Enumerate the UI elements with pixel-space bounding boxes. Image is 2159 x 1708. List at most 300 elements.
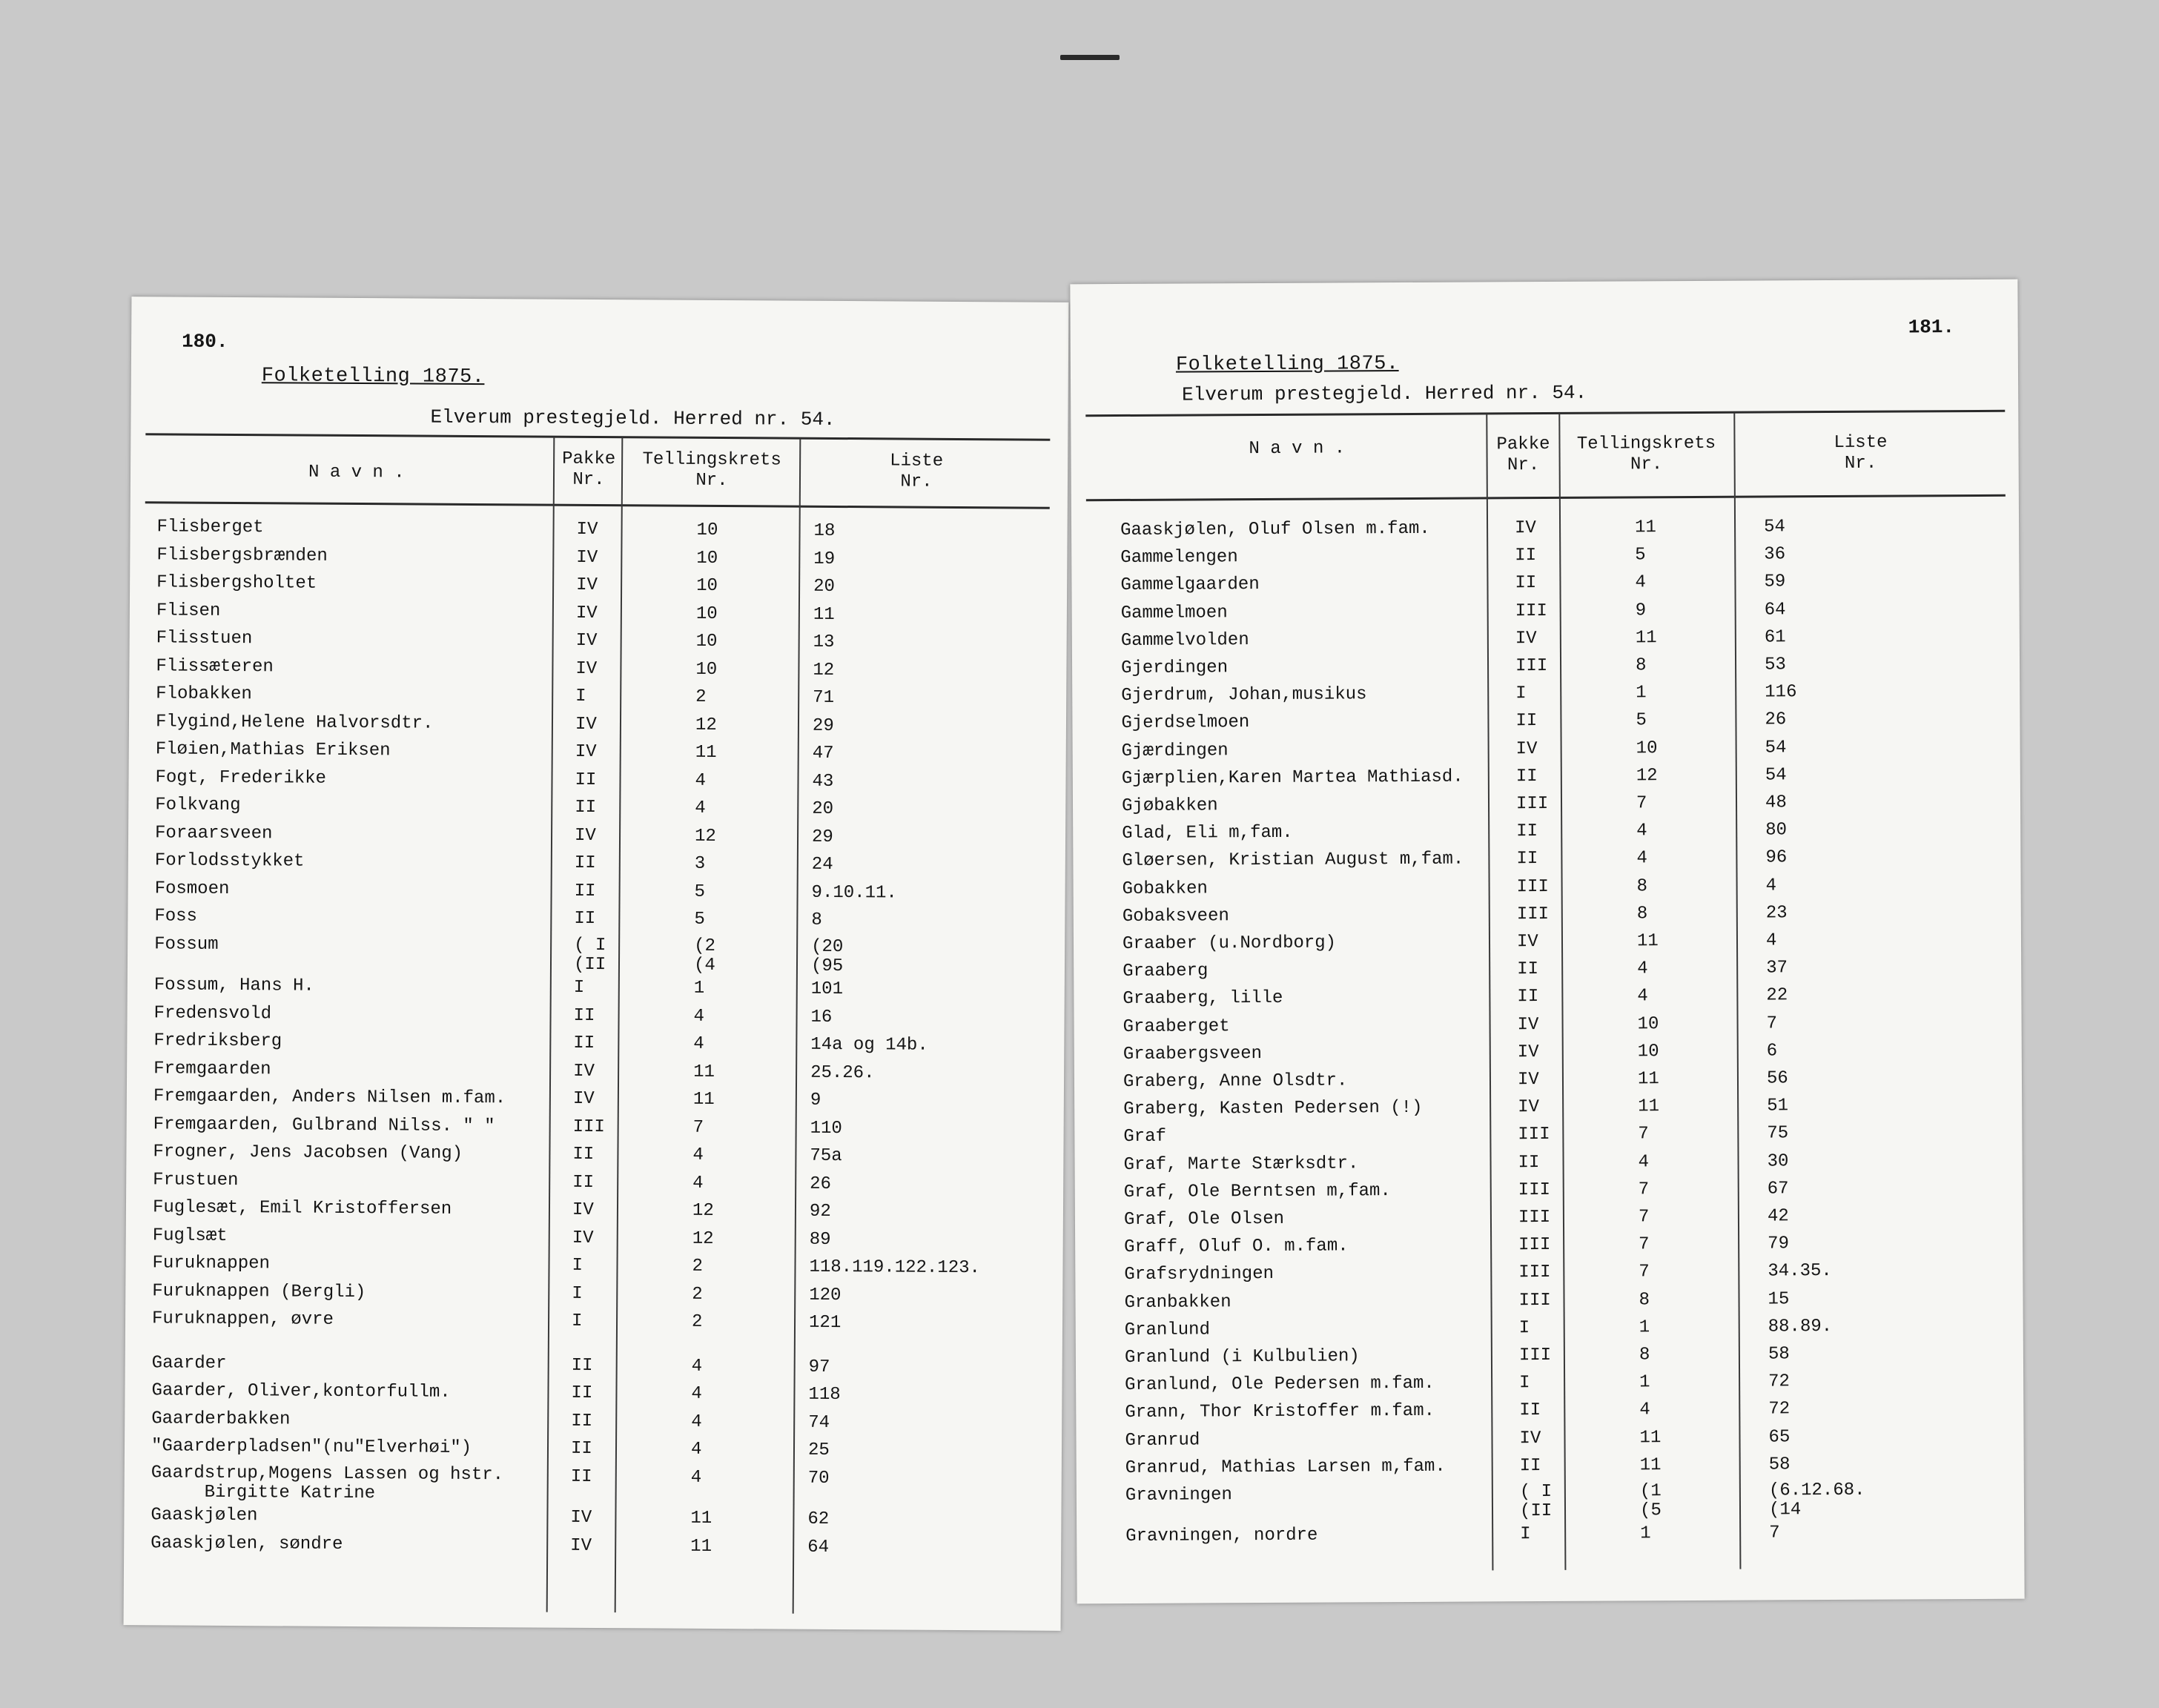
table-row	[125, 1308, 1062, 1341]
left-header-top-rule	[145, 433, 1050, 440]
cell-pakke: IV	[576, 575, 598, 596]
cell-liste: 22	[1766, 985, 1788, 1006]
cell-krets: 7	[1636, 793, 1647, 814]
cell-krets: 4	[690, 1467, 702, 1488]
cell-navn: Glad, Eli m,fam.	[1122, 822, 1293, 844]
table-row	[1077, 1521, 2024, 1554]
table-row	[1072, 625, 2020, 658]
cell-liste: 19	[813, 549, 836, 569]
cell-liste: 75	[1767, 1123, 1789, 1144]
cell-liste: 12	[813, 660, 835, 681]
table-row	[1071, 570, 2019, 603]
cell-navn: Folkvang	[155, 795, 241, 816]
cell-krets: 10	[1637, 1042, 1659, 1062]
right-table-body	[1071, 515, 2019, 1547]
cell-krets: 2	[695, 686, 707, 707]
left-page-subtitle: Elverum prestegjeld. Herred nr. 54.	[430, 406, 836, 431]
cell-liste: 59	[1764, 572, 1786, 592]
cell-navn: Gjerdingen	[1120, 658, 1229, 679]
left-page-title: Folketelling 1875.	[261, 365, 485, 389]
right-header-navn: N a v n .	[1249, 438, 1346, 460]
cell-pakke: IV	[1517, 1042, 1539, 1063]
cell-pakke: II	[1515, 711, 1538, 732]
cell-pakke: IV	[576, 519, 598, 540]
cell-krets: 12	[1636, 766, 1658, 787]
cell-liste: 4	[1765, 930, 1777, 951]
cell-liste: 89	[809, 1229, 831, 1250]
table-row	[1074, 984, 2021, 1016]
cell-pakke: I	[572, 1255, 583, 1276]
cell-krets: 5	[1636, 710, 1647, 731]
cell-pakke: IV	[572, 1228, 594, 1248]
cell-pakke: IV	[575, 658, 598, 679]
cell-krets: 11	[1638, 1096, 1660, 1117]
cell-liste: 121	[808, 1312, 842, 1334]
cell-pakke: IV	[575, 741, 597, 762]
cell-krets: 4	[690, 1439, 702, 1460]
cell-liste: 26	[1765, 709, 1787, 730]
cell-liste: 8	[811, 910, 822, 930]
cell-pakke: II	[571, 1383, 593, 1403]
cell-navn: Fossum	[154, 933, 219, 955]
cell-liste: 118.119.122.123.	[809, 1257, 981, 1279]
cell-navn: Fuglsæt	[152, 1225, 228, 1246]
cell-krets: 3	[694, 853, 706, 874]
cell-navn: Graaberget	[1123, 1016, 1230, 1037]
cell-pakke: II	[574, 908, 596, 929]
cell-navn: Gaaskjølen, Oluf Olsen m.fam.	[1120, 518, 1430, 541]
left-page-number: 180.	[182, 330, 228, 353]
cell-pakke: II	[1515, 766, 1538, 787]
table-row	[128, 933, 1065, 976]
cell-krets: 7	[1638, 1207, 1650, 1228]
table-row	[1072, 653, 2020, 686]
cell-navn: Graaberg, lille	[1123, 988, 1283, 1010]
right-header-liste: Liste Nr.	[1834, 432, 1888, 474]
cell-pakke: II	[575, 797, 597, 818]
cell-krets: 7	[1639, 1234, 1650, 1255]
cell-pakke: III	[1518, 1125, 1550, 1145]
cell-pakke: IV	[575, 714, 597, 735]
table-row	[1074, 1039, 2022, 1071]
table-row	[1074, 1011, 2022, 1044]
cell-navn: Graf, Ole Berntsen m,fam.	[1123, 1180, 1391, 1202]
cell-navn: Graf	[1123, 1127, 1167, 1148]
cell-krets: (2 (4	[693, 936, 716, 976]
cell-navn: Graabergsveen	[1123, 1043, 1263, 1065]
cell-navn: Fremgaarden	[153, 1058, 271, 1079]
table-row	[1074, 956, 2021, 989]
cell-liste: 20	[813, 576, 836, 597]
table-row	[1075, 1260, 2023, 1292]
cell-navn: Granlund (i Kulbulien)	[1124, 1346, 1360, 1368]
cell-liste: 37	[1766, 958, 1788, 979]
left-header-liste: Liste Nr.	[890, 451, 944, 492]
cell-pakke: I	[1518, 1317, 1530, 1339]
cell-liste: 120	[809, 1285, 842, 1305]
right-header-bottom-rule	[1086, 494, 2006, 501]
cell-navn: Flisen	[156, 600, 221, 621]
table-row	[1074, 1067, 2022, 1099]
cell-navn: Grann, Thor Kristoffer m.fam.	[1125, 1401, 1435, 1423]
cell-liste: 70	[807, 1468, 830, 1489]
cell-krets: 4	[1635, 572, 1646, 593]
table-row	[1074, 901, 2021, 933]
cell-liste: 64	[1764, 599, 1786, 620]
cell-navn: Gjærplien,Karen Martea Mathiasd.	[1121, 767, 1464, 789]
cell-navn: Gaarder, Oliver,kontorfullm.	[151, 1380, 451, 1403]
cell-pakke: III	[1518, 1290, 1551, 1311]
cell-pakke: III	[1518, 1207, 1551, 1228]
cell-navn: Flisstuen	[156, 628, 253, 649]
cell-liste: 56	[1766, 1068, 1788, 1089]
cell-navn: Fredensvold	[153, 1002, 272, 1024]
cell-liste: 74	[808, 1412, 830, 1433]
cell-navn: Graberg, Kasten Pedersen (!)	[1123, 1098, 1423, 1120]
table-row	[1071, 515, 2019, 548]
cell-pakke: IV	[576, 547, 598, 568]
cell-liste: 101	[810, 979, 844, 1000]
cell-pakke: I	[573, 977, 585, 998]
cell-pakke: III	[1515, 655, 1548, 677]
cell-navn: Foraarsveen	[154, 822, 273, 844]
cell-krets: (1 (5	[1639, 1481, 1662, 1521]
cell-liste: 24	[811, 854, 833, 875]
cell-krets: 10	[695, 631, 718, 652]
cell-pakke: IV	[1515, 738, 1538, 759]
cell-navn: Graff, Oluf O. m.fam.	[1124, 1236, 1349, 1258]
table-row	[1073, 791, 2020, 824]
cell-pakke: I	[1515, 683, 1527, 704]
cell-liste: 96	[1765, 847, 1788, 868]
cell-pakke: IV	[1519, 1428, 1541, 1449]
cell-navn: Fredriksberg	[153, 1030, 282, 1052]
cell-krets: 4	[695, 770, 707, 791]
table-row	[124, 1532, 1061, 1566]
table-row	[1077, 1452, 2024, 1485]
cell-liste: 51	[1767, 1096, 1789, 1116]
cell-krets: 8	[1639, 1289, 1650, 1310]
cell-krets: 8	[1635, 655, 1647, 676]
cell-krets: 12	[695, 715, 717, 735]
cell-krets: 12	[692, 1228, 714, 1249]
cell-pakke: III	[1515, 793, 1549, 815]
table-row	[1076, 1425, 2023, 1457]
cell-pakke: II	[1519, 1455, 1541, 1477]
cell-liste: (20 (95	[810, 936, 844, 976]
table-row	[1074, 1149, 2022, 1182]
cell-pakke: II	[1517, 959, 1539, 980]
cell-liste: 75a	[810, 1145, 842, 1167]
cell-pakke: IV	[1516, 932, 1538, 953]
cell-navn: Graberg, Anne Olsdtr.	[1123, 1070, 1348, 1092]
cell-krets: 2	[691, 1311, 703, 1332]
cell-krets: 10	[695, 603, 718, 624]
cell-pakke: III	[1516, 876, 1549, 897]
cell-pakke: IV	[1517, 1014, 1539, 1035]
cell-pakke: III	[1518, 1262, 1551, 1283]
cell-krets: 11	[1637, 1069, 1659, 1090]
left-header-krets: Tellingskrets Nr.	[642, 449, 781, 491]
cell-liste: 42	[1767, 1206, 1789, 1227]
table-row	[1077, 1480, 2024, 1522]
table-row	[1071, 543, 2019, 575]
cell-krets: 1	[1639, 1317, 1650, 1338]
cell-krets: 11	[1635, 517, 1656, 538]
cell-pakke: IV	[1517, 1070, 1539, 1090]
cell-krets: 5	[694, 881, 706, 902]
cell-krets: 11	[1639, 1427, 1662, 1448]
table-row	[125, 1462, 1062, 1503]
cell-liste: 62	[807, 1509, 830, 1529]
cell-krets: 11	[1636, 931, 1659, 952]
cell-pakke: II	[1515, 573, 1537, 594]
cell-pakke: I	[1519, 1373, 1530, 1394]
cell-pakke: II	[1518, 1152, 1540, 1173]
right-page-number: 181.	[1908, 316, 1955, 339]
cell-navn: Flygind,Helene Halvorsdtr.	[155, 711, 434, 734]
cell-pakke: II	[573, 1033, 595, 1053]
cell-navn: Granlund, Ole Pedersen m.fam.	[1125, 1373, 1435, 1396]
table-row	[1072, 708, 2020, 741]
cell-navn: Flobakken	[156, 683, 252, 705]
cell-liste: (6.12.68. (14	[1768, 1480, 1865, 1520]
cell-liste: 116	[1765, 682, 1797, 703]
table-row	[1076, 1343, 2023, 1375]
cell-liste: 25.26.	[810, 1062, 875, 1083]
cell-liste: 61	[1764, 627, 1786, 648]
cell-liste: 48	[1765, 792, 1787, 813]
cell-liste: 54	[1765, 765, 1787, 786]
cell-pakke: IV	[570, 1507, 592, 1528]
cell-krets: 7	[1639, 1262, 1650, 1282]
cell-krets: 11	[693, 1062, 715, 1082]
cell-krets: 12	[694, 826, 716, 847]
cell-navn: Fogt, Frederikke	[155, 767, 327, 789]
cell-navn: Gaaskjølen	[151, 1505, 258, 1526]
cell-liste: 53	[1764, 655, 1786, 675]
table-row	[1074, 1122, 2022, 1154]
cell-krets: 4	[1639, 1400, 1650, 1420]
cell-krets: 10	[1637, 1013, 1659, 1034]
left-header-pakke: Pakke Nr.	[562, 448, 616, 491]
cell-krets: 4	[691, 1411, 702, 1432]
cell-liste: 25	[807, 1440, 830, 1460]
cell-navn: Fremgaarden, Anders Nilsen m.fam.	[153, 1086, 506, 1109]
cell-navn: Gjerdselmoen	[1121, 712, 1250, 734]
cell-liste: 34.35.	[1768, 1261, 1832, 1282]
cell-pakke: IV	[1515, 628, 1537, 649]
cell-krets: 1	[1639, 1372, 1650, 1393]
cell-liste: 14a og 14b.	[810, 1034, 928, 1056]
cell-krets: 11	[695, 742, 717, 763]
cell-liste: 15	[1768, 1288, 1790, 1310]
cell-navn: Gaardstrup,Mogens Lassen og hstr. Birgitte Katrine	[151, 1462, 504, 1503]
cell-pakke: II	[572, 1144, 595, 1165]
cell-navn: Gammelmoen	[1120, 602, 1228, 623]
cell-liste: 88.89.	[1768, 1316, 1833, 1337]
cell-krets: 5	[694, 909, 705, 930]
table-row	[1074, 1094, 2022, 1127]
cell-pakke: III	[1518, 1235, 1551, 1256]
left-header-navn: N a v n .	[308, 462, 405, 483]
cell-navn: Gaarder	[151, 1352, 227, 1374]
cell-pakke: II	[573, 1005, 595, 1026]
cell-krets: 5	[1635, 545, 1646, 566]
table-row	[1074, 873, 2021, 906]
table-row	[1075, 1205, 2023, 1237]
cell-liste: 72	[1768, 1399, 1791, 1420]
cell-navn: Flissæteren	[156, 655, 274, 677]
cell-liste: 80	[1765, 820, 1788, 841]
right-page-title: Folketelling 1875.	[1175, 353, 1399, 377]
cell-liste: 67	[1767, 1179, 1789, 1199]
cell-navn: Granrud	[1125, 1430, 1200, 1451]
cell-pakke: II	[1519, 1400, 1541, 1421]
cell-navn: Granbakken	[1124, 1291, 1231, 1313]
cell-navn: Flisberget	[156, 517, 264, 538]
cell-krets: 10	[696, 575, 718, 596]
table-row	[1074, 929, 2021, 961]
cell-krets: 7	[1638, 1179, 1650, 1200]
cell-navn: Granrud, Mathias Larsen m,fam.	[1125, 1456, 1446, 1478]
cell-pakke: IV	[575, 630, 598, 652]
cell-navn: "Gaarderpladsen"(nu"Elverhøi")	[151, 1436, 472, 1458]
cell-liste: 58	[1768, 1344, 1790, 1365]
cell-navn: Gammelvolden	[1120, 629, 1249, 651]
cell-krets: 10	[696, 520, 718, 540]
table-row	[1075, 1232, 2023, 1265]
cell-navn: Graaberg	[1123, 961, 1209, 982]
cell-navn: Furuknappen (Bergli)	[152, 1280, 366, 1302]
cell-navn: Flisbergsholtet	[156, 572, 317, 594]
cell-navn: Fuglesæt, Emil Kristoffersen	[152, 1197, 452, 1219]
cell-navn: Fremgaarden, Gulbrand Nilss. " "	[153, 1113, 495, 1136]
cell-liste: 23	[1765, 903, 1788, 924]
table-row	[1073, 846, 2020, 878]
cell-krets: 8	[1636, 904, 1648, 924]
cell-liste: 43	[812, 771, 834, 792]
cell-pakke: II	[1515, 546, 1537, 566]
cell-navn: Gobakken	[1122, 878, 1208, 899]
cell-krets: 4	[691, 1356, 703, 1377]
cell-krets: 1	[693, 978, 705, 999]
cell-navn: Frustuen	[153, 1169, 239, 1191]
cell-pakke: I	[1520, 1524, 1531, 1545]
cell-navn: Gravningen	[1125, 1485, 1233, 1506]
cell-pakke: II	[574, 853, 596, 873]
cell-liste: 29	[812, 715, 834, 736]
cell-pakke: II	[571, 1355, 593, 1376]
cell-navn: Furuknappen, øvre	[151, 1308, 334, 1330]
cell-liste: 72	[1768, 1371, 1790, 1392]
cell-pakke: IV	[575, 603, 598, 623]
cell-navn: Gjærdingen	[1121, 740, 1229, 761]
cell-liste: 118	[808, 1384, 841, 1406]
right-header-pakke: Pakke Nr.	[1496, 434, 1550, 476]
cell-krets: 4	[1636, 821, 1647, 841]
cell-liste: 16	[810, 1007, 833, 1027]
cell-krets: 11	[1635, 628, 1657, 649]
cell-liste: 13	[813, 632, 835, 652]
cell-krets: 7	[1638, 1124, 1649, 1145]
table-row	[1073, 818, 2020, 851]
cell-liste: 29	[811, 827, 833, 847]
top-dash-mark	[1060, 55, 1120, 60]
cell-krets: 10	[1636, 738, 1658, 758]
cell-krets: 8	[1639, 1345, 1650, 1366]
cell-liste: 71	[813, 687, 835, 708]
cell-liste: 64	[807, 1537, 830, 1558]
cell-liste: 9.10.11.	[811, 882, 897, 903]
cell-krets: 4	[693, 1033, 704, 1054]
cell-liste: 20	[812, 798, 834, 819]
cell-liste: 4	[1765, 875, 1777, 896]
cell-krets: 4	[693, 1006, 705, 1027]
cell-krets: 2	[692, 1284, 703, 1305]
table-row	[1072, 598, 2020, 630]
cell-krets: 11	[690, 1508, 712, 1529]
cell-navn: Grafsrydningen	[1124, 1264, 1274, 1285]
cell-krets: 1	[1640, 1523, 1651, 1544]
cell-pakke: II	[574, 881, 596, 901]
cell-krets: 4	[692, 1145, 704, 1165]
cell-navn: Gjøbakken	[1121, 795, 1218, 817]
cell-navn: Gobaksveen	[1122, 906, 1229, 927]
cell-liste: 36	[1764, 544, 1786, 565]
cell-krets: 2	[692, 1256, 703, 1277]
cell-pakke: ( I (II	[573, 935, 606, 975]
cell-pakke: IV	[573, 1061, 595, 1082]
cell-pakke: II	[572, 1172, 595, 1193]
cell-liste: 97	[808, 1357, 830, 1377]
left-header-bottom-rule	[145, 501, 1050, 509]
table-row	[1076, 1314, 2023, 1347]
table-row	[1075, 1176, 2023, 1209]
cell-krets: 9	[1635, 600, 1647, 620]
cell-pakke: IV	[574, 825, 596, 846]
cell-navn: Graaber (u.Nordborg)	[1122, 933, 1337, 954]
cell-navn: Gravningen, nordre	[1125, 1525, 1318, 1547]
cell-pakke: II	[1517, 987, 1539, 1007]
cell-krets: 1	[1636, 683, 1647, 704]
cell-navn: Gløersen, Kristian August m,fam.	[1122, 849, 1464, 872]
cell-navn: Fløien,Mathias Eriksen	[155, 739, 391, 761]
right-page	[1070, 279, 2024, 1604]
cell-navn: Gaarderbakken	[151, 1408, 291, 1429]
cell-pakke: IV	[1515, 518, 1536, 539]
cell-pakke: III	[572, 1116, 605, 1137]
cell-liste: 9	[810, 1090, 821, 1110]
table-row	[1076, 1370, 2023, 1403]
cell-liste: 54	[1765, 737, 1787, 758]
cell-krets: 4	[1637, 986, 1648, 1007]
cell-liste: 65	[1768, 1426, 1791, 1448]
cell-liste: 54	[1764, 517, 1785, 537]
cell-pakke: III	[1518, 1179, 1551, 1201]
cell-krets: 4	[695, 798, 706, 818]
cell-navn: Granlund	[1124, 1320, 1211, 1340]
cell-liste: 6	[1766, 1041, 1778, 1062]
table-row	[1073, 763, 2020, 795]
cell-pakke: III	[1515, 600, 1547, 621]
cell-liste: 7	[1769, 1523, 1780, 1543]
cell-liste: 11	[813, 604, 835, 625]
table-row	[1075, 1287, 2023, 1320]
cell-liste: 79	[1768, 1234, 1790, 1254]
cell-liste: 18	[813, 520, 836, 541]
cell-navn: Fosmoen	[154, 878, 230, 899]
